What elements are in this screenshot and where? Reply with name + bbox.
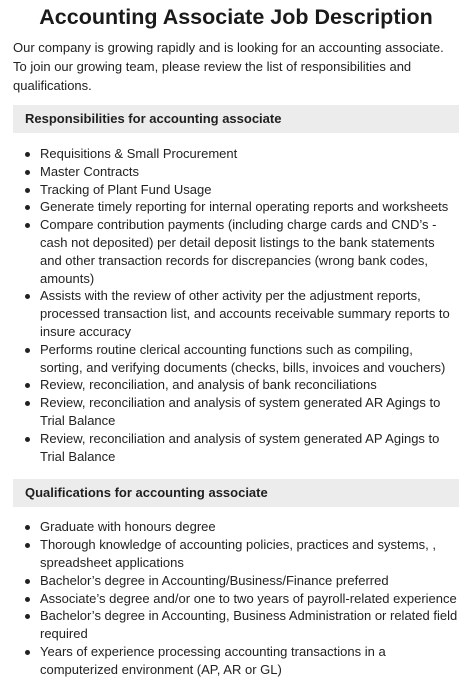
- list-item: [13, 216, 459, 287]
- list-item-text: Tracking of Plant Fund Usage: [40, 181, 212, 197]
- bullet-icon: [25, 437, 30, 442]
- qualifications-list: [13, 518, 459, 678]
- list-item: [13, 198, 459, 216]
- bullet-icon: [25, 294, 30, 299]
- bullet-icon: [25, 543, 30, 548]
- bullet-icon: [25, 188, 30, 193]
- list-item-text: Generate timely reporting for internal operating reports and worksheets: [40, 199, 449, 215]
- bullet-icon: [25, 650, 30, 655]
- list-item-text: Assists with the review of other activity per the adjustment reports, processed transaction list, and accounts receivable summary reports to insure accuracy: [40, 288, 450, 339]
- list-item: [13, 572, 459, 590]
- list-item-text: Review, reconciliation, and analysis of bank reconciliations: [40, 377, 377, 393]
- list-item: [13, 607, 459, 643]
- list-item: [13, 518, 459, 536]
- responsibilities-heading: Responsibilities for accounting associate: [13, 105, 459, 133]
- list-item-text: Master Contracts: [40, 163, 139, 179]
- bullet-icon: [25, 579, 30, 584]
- bullet-icon: [25, 205, 30, 210]
- page-title: Accounting Associate Job Description: [39, 5, 433, 29]
- list-item-text: Years of experience processing accounting transactions in a computerized environment (AP, AR or GL): [40, 643, 386, 677]
- list-item-text: Bachelor’s degree in Accounting/Business/Finance preferred: [40, 572, 389, 588]
- list-item: [13, 376, 459, 394]
- list-item-text: Performs routine clerical accounting functions such as compiling, sorting, and verifying documents (checks, bills, invoices and vouchers): [40, 341, 446, 375]
- responsibilities-list: [13, 145, 459, 465]
- list-item: [13, 287, 459, 340]
- list-item-text: Compare contribution payments (including charge cards and CND’s - cash not deposited) per detail deposit listings to the bank statements and other transaction records for discrepancies (wrong bank codes, amounts): [40, 217, 437, 286]
- intro-paragraph: Our company is growing rapidly and is looking for an accounting associate. To join our growing team, please review the list of responsibilities and qualifications.: [13, 40, 444, 93]
- job-description-page: [13, 0, 459, 679]
- list-item: [13, 181, 459, 199]
- bullet-icon: [25, 597, 30, 602]
- bullet-icon: [25, 348, 30, 353]
- bullet-icon: [25, 223, 30, 228]
- list-item-text: Thorough knowledge of accounting policies, practices and systems, , spreadsheet applications: [40, 537, 436, 570]
- bullet-icon: [25, 614, 30, 619]
- list-item: [13, 341, 459, 377]
- bullet-icon: [25, 152, 30, 157]
- list-item-text: Review, reconciliation and analysis of system generated AR Agings to Trial Balance: [40, 395, 441, 428]
- bullet-icon: [25, 401, 30, 406]
- bullet-icon: [25, 525, 30, 530]
- list-item: [13, 536, 459, 572]
- list-item: [13, 430, 459, 466]
- qualifications-heading: Qualifications for accounting associate: [13, 479, 459, 507]
- list-item: [13, 394, 459, 430]
- list-item-text: Bachelor’s degree in Accounting, Business Administration or related field required: [40, 608, 458, 642]
- list-item: [13, 145, 459, 163]
- bullet-icon: [25, 170, 30, 175]
- list-item-text: Associate’s degree and/or one to two years of payroll-related experience: [40, 590, 457, 606]
- list-item-text: Graduate with honours degree: [40, 519, 216, 535]
- list-item-text: Review, reconciliation and analysis of system generated AP Agings to Trial Balance: [40, 430, 440, 464]
- list-item-text: Requisitions & Small Procurement: [40, 146, 238, 161]
- bullet-icon: [25, 383, 30, 388]
- list-item: [13, 163, 459, 181]
- list-item: [13, 643, 459, 679]
- list-item: [13, 590, 459, 608]
